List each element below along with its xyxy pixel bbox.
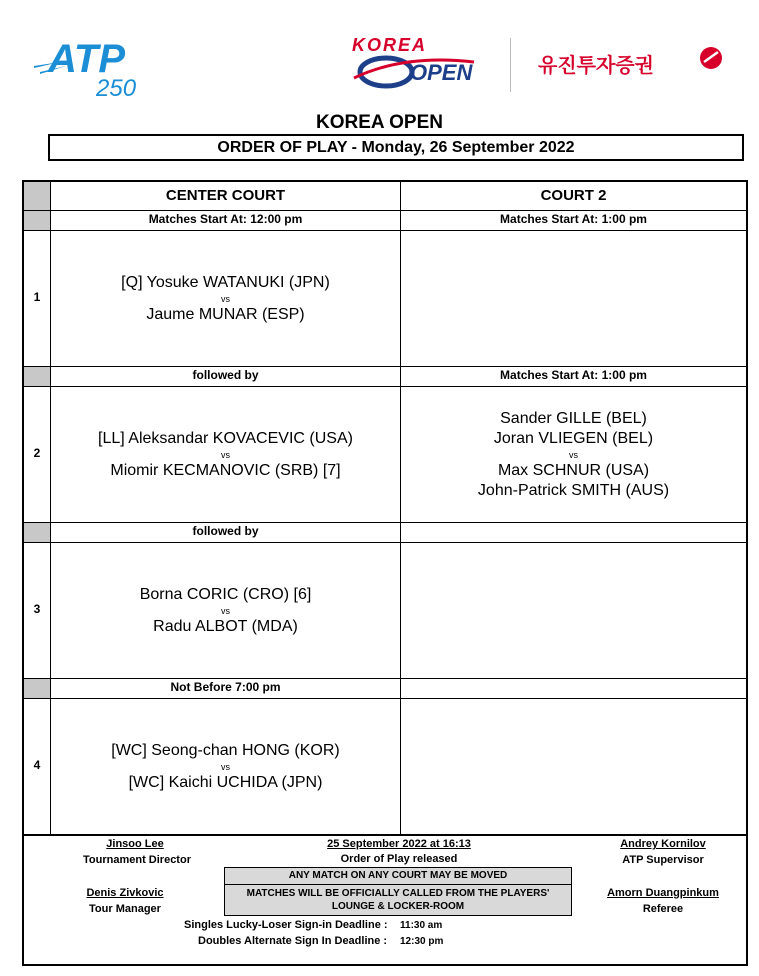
vs-label: vs (221, 293, 230, 304)
release-label: Order of Play released (340, 853, 458, 865)
notice-called: MATCHES WILL BE OFFICIALLY CALLED FROM THE PLAYERS' LOUNGE & LOCKER-ROOM (224, 884, 572, 916)
player-name: Miomir KECMANOVIC (SRB) [7] (110, 461, 341, 479)
logo-divider (510, 38, 511, 92)
corner-cell (24, 182, 50, 210)
atp-tier: 250 (96, 75, 137, 100)
match-cell (51, 543, 400, 678)
match-number: 3 (33, 602, 41, 616)
vs-label: vs (221, 449, 230, 460)
player-name: Joran VLIEGEN (BEL) (493, 429, 654, 447)
row-header (401, 679, 746, 698)
match-cell (401, 387, 746, 522)
order-of-play-subtitle: ORDER OF PLAY - Monday, 26 September 2022 (48, 134, 744, 161)
match-cell (51, 231, 400, 366)
vs-label: vs (221, 761, 230, 772)
player-name: Radu ALBOT (MDA) (153, 617, 298, 635)
gray-cell (24, 523, 50, 542)
match-number: 4 (33, 758, 41, 772)
open-wordmark: OPEN (410, 60, 473, 85)
supervisor-role: ATP Supervisor (622, 854, 704, 866)
vs-label: vs (221, 605, 230, 616)
notice-move: ANY MATCH ON ANY COURT MAY BE MOVED (224, 867, 572, 885)
match-number: 2 (33, 446, 41, 460)
grid-line (24, 834, 746, 836)
gray-cell (24, 211, 50, 230)
player-name: Sander GILLE (BEL) (500, 409, 647, 427)
match-cell (51, 387, 400, 522)
row-header: followed by (192, 524, 259, 538)
row-header (401, 523, 746, 542)
manager-role: Tour Manager (89, 903, 161, 915)
player-name: Borna CORIC (CRO) [6] (139, 585, 312, 603)
director-role: Tournament Director (83, 854, 191, 866)
tournament-title: KOREA OPEN (315, 112, 444, 133)
row-header: Not Before 7:00 pm (170, 680, 281, 694)
gray-cell (24, 367, 50, 386)
supervisor-name: Andrey Kornilov (620, 838, 706, 850)
player-name: Max SCHNUR (USA) (497, 461, 650, 479)
row-header: followed by (192, 368, 259, 382)
doubles-deadline-label: Doubles Alternate Sign In Deadline : (198, 935, 388, 947)
singles-deadline-time: 11:30 am (400, 920, 443, 931)
vs-label: vs (569, 449, 578, 460)
player-name: Jaume MUNAR (ESP) (146, 305, 305, 323)
doubles-deadline-time: 12:30 pm (400, 936, 444, 947)
sponsor-wordmark: 유진투자증권 (538, 53, 654, 77)
korea-wordmark: KOREA (352, 35, 428, 55)
sponsor-logo (538, 40, 728, 86)
court-header-center: CENTER COURT (165, 187, 286, 204)
row-header: Matches Start At: 1:00 pm (500, 212, 647, 226)
player-name: [WC] Kaichi UCHIDA (JPN) (128, 773, 323, 791)
player-name: [LL] Aleksandar KOVACEVIC (USA) (98, 429, 353, 447)
referee-name: Amorn Duangpinkum (607, 887, 719, 899)
gray-cell (24, 679, 50, 698)
player-name: [Q] Yosuke WATANUKI (JPN) (121, 273, 330, 291)
manager-name: Denis Zivkovic (86, 887, 164, 899)
court-header-court2: COURT 2 (540, 187, 607, 204)
match-number: 1 (33, 290, 41, 304)
player-name: [WC] Seong-chan HONG (KOR) (111, 741, 340, 759)
atp-250-logo (30, 30, 170, 100)
row-header: Matches Start At: 1:00 pm (500, 368, 647, 382)
match-cell (51, 699, 400, 834)
player-name: John-Patrick SMITH (AUS) (477, 481, 670, 499)
singles-deadline-label: Singles Lucky-Loser Sign-in Deadline : (184, 919, 388, 931)
korea-open-logo (344, 34, 484, 96)
row-header: Matches Start At: 12:00 pm (148, 212, 303, 226)
director-name: Jinsoo Lee (106, 838, 164, 850)
release-date: 25 September 2022 at 16:13 (327, 838, 471, 850)
atp-wordmark: ATP (48, 37, 126, 81)
referee-role: Referee (642, 903, 684, 915)
